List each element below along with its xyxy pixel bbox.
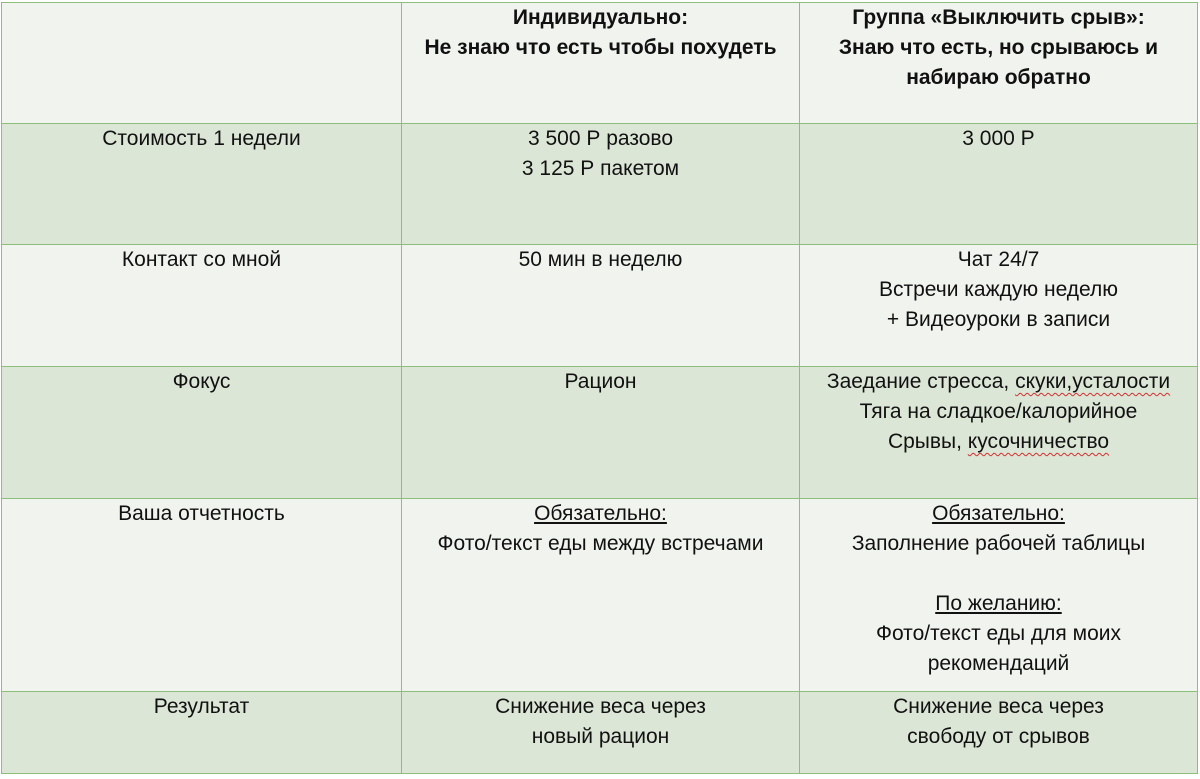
group-cell [800, 692, 1198, 774]
table-row-cost [2, 124, 1198, 245]
header-individual-cell [402, 3, 800, 124]
row-label-cell [2, 499, 402, 692]
row-label-cell [2, 245, 402, 367]
group-value-text: Заедание стресса, [826, 370, 1016, 393]
individual-value: новый рацион [531, 725, 670, 748]
group-heading: Обязательно: [932, 502, 1065, 525]
group-optional-value: Фото/текст еды для моих [876, 622, 1121, 645]
group-value: Тяга на сладкое/калорийное [859, 400, 1138, 423]
group-value-line [800, 427, 1197, 457]
header-empty-cell [2, 3, 402, 124]
header-group-title: Группа «Выключить срыв»: [852, 6, 1145, 29]
individual-value: Снижение веса через [495, 695, 706, 718]
group-value: Заполнение рабочей таблицы [851, 532, 1146, 555]
individual-value: 3 500 Р разово [527, 127, 674, 150]
row-label-cell [2, 692, 402, 774]
row-label: Контакт со мной [121, 248, 282, 271]
row-label-cell [2, 124, 402, 245]
comparison-table [1, 2, 1198, 774]
header-individual-title: Индивидуально: [512, 6, 689, 29]
group-value: Встречи каждую неделю [878, 278, 1119, 301]
row-label: Стоимость 1 недели [102, 127, 301, 150]
group-value: + Видеоуроки в записи [886, 308, 1111, 331]
group-cell [800, 124, 1198, 245]
row-label: Ваша отчетность [118, 502, 285, 525]
group-cell [800, 499, 1198, 692]
header-group-subtitle-2: набираю обратно [906, 66, 1091, 89]
group-value: свободу от срывов [907, 725, 1090, 748]
header-group-cell [800, 3, 1198, 124]
group-value-line [800, 367, 1197, 397]
group-value: 3 000 Р [962, 127, 1035, 150]
spellcheck-underlined-text: кусочничество [967, 430, 1110, 453]
individual-cell [402, 692, 800, 774]
individual-heading: Обязательно: [534, 502, 667, 525]
row-label: Фокус [172, 370, 231, 393]
header-individual-subtitle: Не знаю что есть чтобы похудеть [424, 36, 777, 59]
spellcheck-underlined-text: скуки,усталости [1015, 370, 1171, 393]
group-optional-heading: По желанию: [935, 592, 1062, 615]
individual-cell [402, 499, 800, 692]
group-value: Снижение веса через [893, 695, 1104, 718]
row-label: Результат [153, 695, 250, 718]
individual-value: Рацион [564, 370, 637, 393]
group-cell [800, 245, 1198, 367]
table-row-result [2, 692, 1198, 774]
individual-value: 3 125 Р пакетом [521, 157, 680, 180]
group-optional-value: рекомендаций [927, 652, 1070, 675]
individual-value: Фото/текст еды между встречами [437, 532, 764, 555]
group-cell [800, 367, 1198, 499]
individual-cell [402, 124, 800, 245]
table-row-contact [2, 245, 1198, 367]
individual-cell [402, 367, 800, 499]
individual-value: 50 мин в неделю [518, 248, 683, 271]
individual-cell [402, 245, 800, 367]
table-row-focus [2, 367, 1198, 499]
header-group-subtitle-1: Знаю что есть, но срываюсь и [838, 36, 1159, 59]
group-value: Чат 24/7 [957, 248, 1040, 271]
table-row-reporting [2, 499, 1198, 692]
row-label-cell [2, 367, 402, 499]
group-value-text: Срывы, [887, 430, 968, 453]
spacer [800, 559, 1197, 589]
header-row [2, 3, 1198, 124]
